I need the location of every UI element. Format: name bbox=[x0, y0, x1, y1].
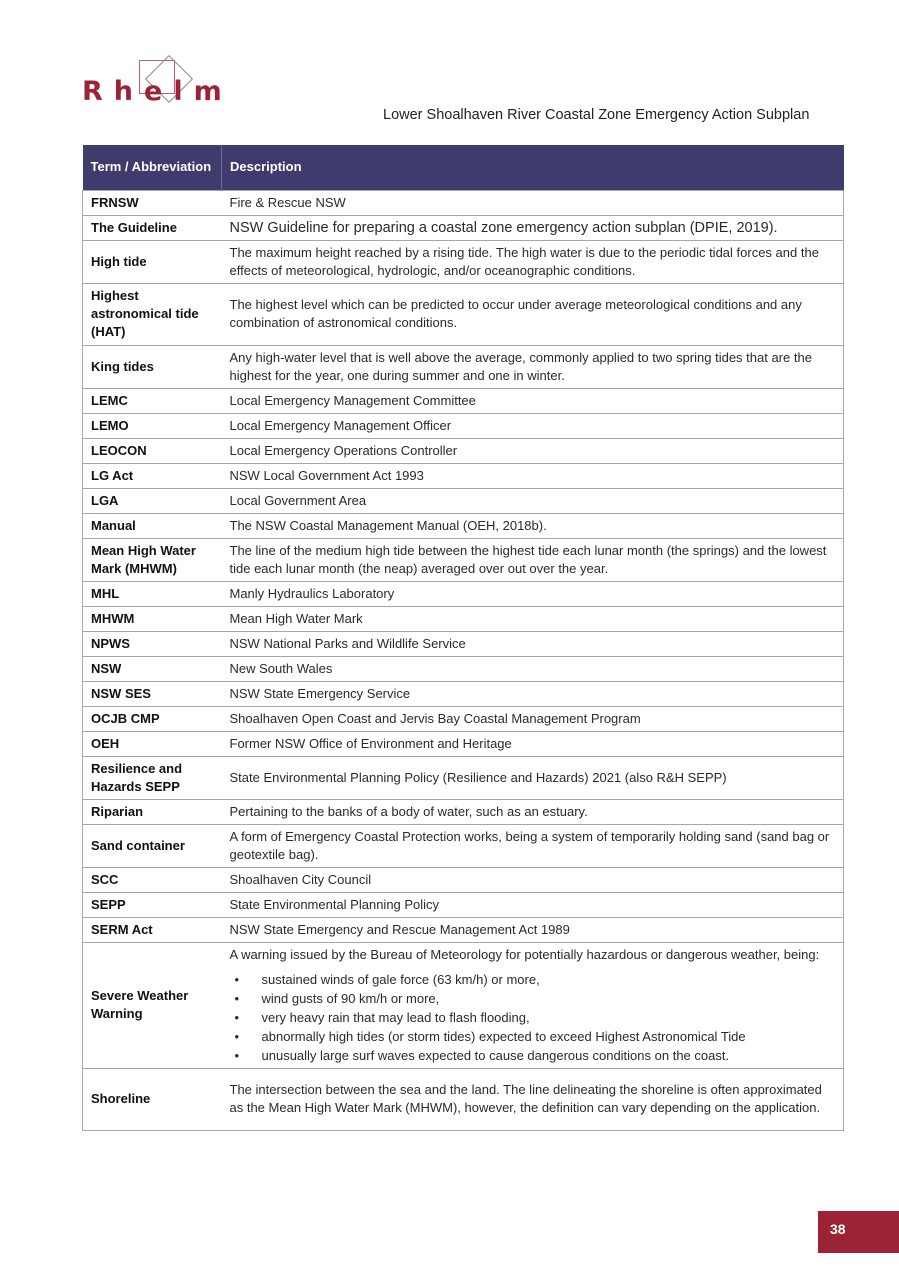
term-cell: LGA bbox=[83, 488, 222, 513]
term-cell: LEMO bbox=[83, 413, 222, 438]
description-cell: NSW Local Government Act 1993 bbox=[222, 463, 844, 488]
description-cell: Fire & Rescue NSW bbox=[222, 190, 844, 215]
description-cell: Mean High Water Mark bbox=[222, 606, 844, 631]
description-cell: The intersection between the sea and the land. The line delineating the shoreline is often approximated as the Mean High Water Mark (MHWM), however, the definition can vary depending on the application. bbox=[222, 1068, 844, 1130]
logo-text: Rhelm bbox=[82, 76, 233, 107]
description-cell: The highest level which can be predicted to occur under average meteorological conditions and any combination of astronomical conditions. bbox=[222, 283, 844, 345]
table-row bbox=[83, 1068, 844, 1130]
description-cell: Local Emergency Management Committee bbox=[222, 388, 844, 413]
table-row bbox=[83, 656, 844, 681]
table-row bbox=[83, 606, 844, 631]
page-number-badge: 38 bbox=[818, 1211, 899, 1253]
table-row bbox=[83, 706, 844, 731]
table-row bbox=[83, 867, 844, 892]
bullet-item: • sustained winds of gale force (63 km/h) or more, bbox=[230, 970, 836, 989]
description-cell: The line of the medium high tide between the highest tide each lunar month (the springs) and the lowest tide each lunar month (the neap) averaged over out over the year. bbox=[222, 538, 844, 581]
glossary-table bbox=[82, 145, 844, 1131]
term-cell: NSW SES bbox=[83, 681, 222, 706]
term-cell: OCJB CMP bbox=[83, 706, 222, 731]
description-cell: Shoalhaven Open Coast and Jervis Bay Coastal Management Program bbox=[222, 706, 844, 731]
term-cell: MHL bbox=[83, 581, 222, 606]
table-row bbox=[83, 942, 844, 1068]
description-intro: A warning issued by the Bureau of Meteorology for potentially hazardous or dangerous weather, being: bbox=[229, 946, 820, 962]
term-cell: MHWM bbox=[83, 606, 222, 631]
table-row bbox=[83, 513, 844, 538]
bullet-list bbox=[230, 970, 836, 1065]
term-cell: OEH bbox=[83, 731, 222, 756]
term-cell: Severe Weather Warning bbox=[83, 942, 222, 1068]
term-cell: Mean High Water Mark (MHWM) bbox=[83, 538, 222, 581]
table-row bbox=[83, 283, 844, 345]
table-row bbox=[83, 413, 844, 438]
table-row bbox=[83, 824, 844, 867]
term-cell: LEMC bbox=[83, 388, 222, 413]
description-cell: A form of Emergency Coastal Protection works, being a system of temporarily holding sand (sand bag or geotextile bag). bbox=[222, 824, 844, 867]
term-cell: Highest astronomical tide (HAT) bbox=[83, 283, 222, 345]
table-row bbox=[83, 538, 844, 581]
description-cell: The maximum height reached by a rising tide. The high water is due to the periodic tidal forces and the effects of meteorological, hydrologic, and/or oceanographic conditions. bbox=[222, 240, 844, 283]
term-cell: NPWS bbox=[83, 631, 222, 656]
table-row bbox=[83, 799, 844, 824]
term-cell: FRNSW bbox=[83, 190, 222, 215]
term-cell: Resilience and Hazards SEPP bbox=[83, 756, 222, 799]
column-header-term: Term / Abbreviation bbox=[83, 145, 222, 190]
description-cell: NSW State Emergency and Rescue Management Act 1989 bbox=[222, 917, 844, 942]
term-cell: LG Act bbox=[83, 463, 222, 488]
description-cell: Local Government Area bbox=[222, 488, 844, 513]
description-cell: State Environmental Planning Policy (Resilience and Hazards) 2021 (also R&H SEPP) bbox=[222, 756, 844, 799]
column-header-description: Description bbox=[222, 145, 844, 190]
description-cell bbox=[222, 942, 844, 1068]
document-title: Lower Shoalhaven River Coastal Zone Emergency Action Subplan bbox=[383, 107, 810, 123]
description-cell: Local Emergency Operations Controller bbox=[222, 438, 844, 463]
term-cell: High tide bbox=[83, 240, 222, 283]
term-cell: SERM Act bbox=[83, 917, 222, 942]
term-cell: The Guideline bbox=[83, 215, 222, 240]
table-row bbox=[83, 438, 844, 463]
description-cell: NSW State Emergency Service bbox=[222, 681, 844, 706]
table-row bbox=[83, 917, 844, 942]
table-row bbox=[83, 756, 844, 799]
table-row bbox=[83, 681, 844, 706]
term-cell: Sand container bbox=[83, 824, 222, 867]
table-row bbox=[83, 581, 844, 606]
description-cell: State Environmental Planning Policy bbox=[222, 892, 844, 917]
term-cell: Shoreline bbox=[83, 1068, 222, 1130]
table-row bbox=[83, 190, 844, 215]
table-row bbox=[83, 892, 844, 917]
table-row bbox=[83, 388, 844, 413]
bullet-item: • unusually large surf waves expected to cause dangerous conditions on the coast. bbox=[230, 1046, 836, 1065]
description-cell: Former NSW Office of Environment and Heritage bbox=[222, 731, 844, 756]
term-cell: Riparian bbox=[83, 799, 222, 824]
description-cell: Manly Hydraulics Laboratory bbox=[222, 581, 844, 606]
table-row bbox=[83, 463, 844, 488]
table-row bbox=[83, 731, 844, 756]
term-cell: NSW bbox=[83, 656, 222, 681]
table-row bbox=[83, 240, 844, 283]
rhelm-logo bbox=[82, 50, 232, 108]
bullet-item: • very heavy rain that may lead to flash flooding, bbox=[230, 1008, 836, 1027]
table-row bbox=[83, 345, 844, 388]
description-cell: Any high-water level that is well above the average, commonly applied to two spring tides that are the highest for the year, one during summer and one in winter. bbox=[222, 345, 844, 388]
description-cell: New South Wales bbox=[222, 656, 844, 681]
term-cell: SEPP bbox=[83, 892, 222, 917]
description-cell: The NSW Coastal Management Manual (OEH, 2018b). bbox=[222, 513, 844, 538]
term-cell: Manual bbox=[83, 513, 222, 538]
table-row bbox=[83, 631, 844, 656]
term-cell: LEOCON bbox=[83, 438, 222, 463]
description-cell: NSW Guideline for preparing a coastal zone emergency action subplan (DPIE, 2019). bbox=[222, 215, 844, 240]
description-cell: Shoalhaven City Council bbox=[222, 867, 844, 892]
table-row bbox=[83, 215, 844, 240]
table-header-row bbox=[83, 145, 844, 190]
bullet-item: • wind gusts of 90 km/h or more, bbox=[230, 989, 836, 1008]
description-cell: NSW National Parks and Wildlife Service bbox=[222, 631, 844, 656]
table-row bbox=[83, 488, 844, 513]
description-cell: Local Emergency Management Officer bbox=[222, 413, 844, 438]
term-cell: SCC bbox=[83, 867, 222, 892]
description-cell: Pertaining to the banks of a body of water, such as an estuary. bbox=[222, 799, 844, 824]
bullet-item: • abnormally high tides (or storm tides) expected to exceed Highest Astronomical Tide bbox=[230, 1027, 836, 1046]
term-cell: King tides bbox=[83, 345, 222, 388]
